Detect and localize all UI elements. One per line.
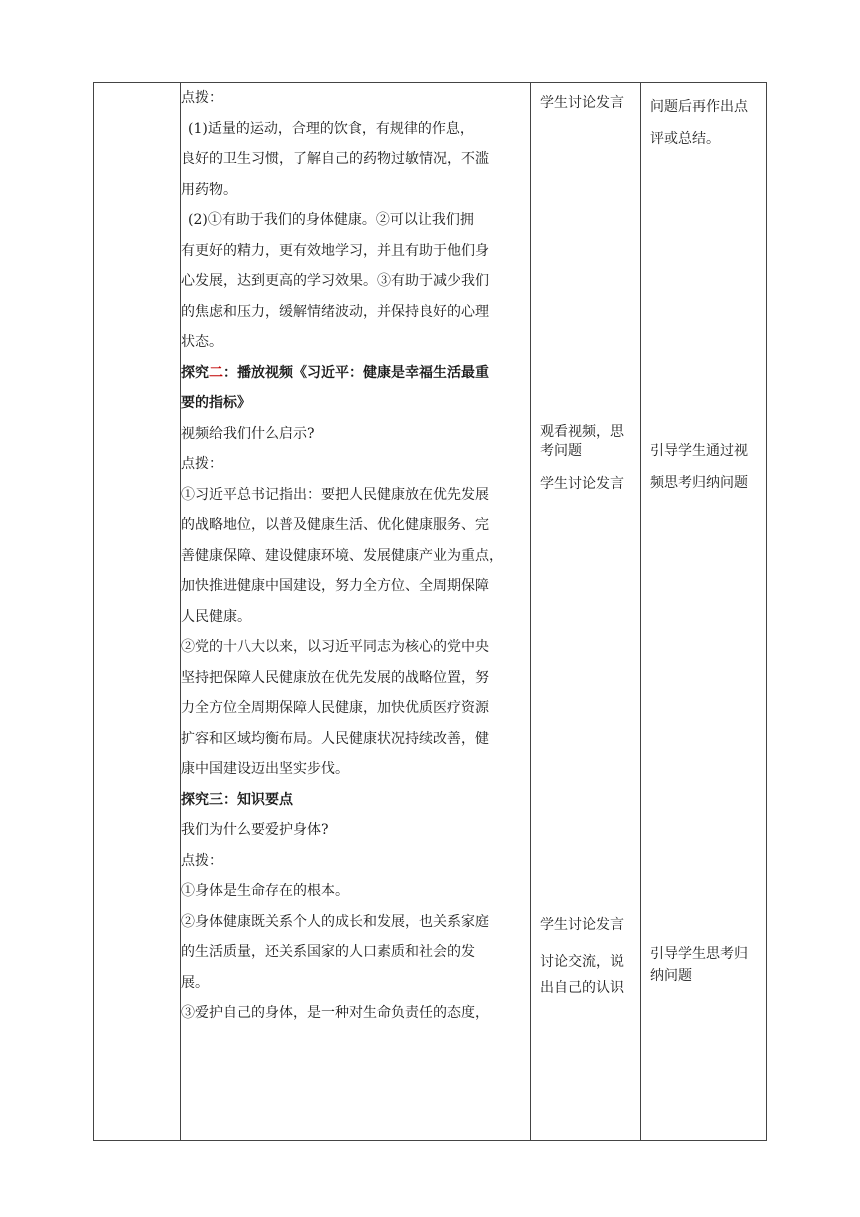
inquiry-two-title-cont: 要的指标》 (181, 395, 251, 411)
title-number: 二 (209, 364, 223, 381)
answer-line: 心发展，达到更高的学习效果。③有助于减少我们 (181, 273, 489, 289)
answer-line: (2)①有助于我们的身体健康。②可以让我们拥 (188, 212, 474, 228)
teaching-content-cell (181, 83, 531, 1141)
answer-line: 良好的卫生习惯，了解自己的药物过敏情况，不滥 (181, 151, 489, 167)
inquiry-two-title (181, 358, 530, 389)
answer-line: 康中国建设迈出坚实步伐。 (181, 761, 349, 777)
answer-line: 的生活质量，还关系国家的人口素质和社会的发 (181, 944, 475, 960)
design-intent: 频思考归纳问题 (650, 475, 748, 491)
answer-line: ②党的十八大以来，以习近平同志为核心的党中央 (181, 639, 489, 655)
answer-line: 人民健康。 (181, 608, 251, 625)
answer-line: 的战略地位，以普及健康生活、优化健康服务、完 (181, 517, 489, 533)
design-intent: 引导学生思考归 (650, 946, 748, 962)
answer-line: 的焦虑和压力，缓解情绪波动，并保持良好的心理 (181, 303, 489, 320)
design-intent: 引导学生通过视 (650, 443, 748, 459)
student-activity: 出自己的认识 (540, 980, 624, 996)
inquiry-question: 我们为什么要爱护身体? (181, 822, 329, 838)
section-column (94, 83, 181, 1141)
title-rest: ：播放视频《习近平：健康是幸福生活最重 (223, 364, 489, 381)
answer-line: ③爱护自己的身体，是一种对生命负责任的态度， (181, 1005, 489, 1021)
answer-line: 展。 (181, 974, 209, 991)
student-activity-cell (531, 83, 641, 1141)
guidance-label: 点拨： (181, 852, 223, 869)
student-activity: 学生讨论发言 (540, 917, 624, 933)
answer-line: 坚持把保障人民健康放在优先发展的战略位置，努 (181, 669, 489, 686)
answer-line: (1)适量的运动，合理的饮食，有规律的作息， (188, 120, 474, 137)
student-activity: 考问题 (540, 443, 582, 459)
answer-line: 加快推进健康中国建设，努力全方位、全周期保障 (181, 578, 489, 594)
student-activity: 讨论交流，说 (540, 954, 624, 970)
student-activity: 学生讨论发言 (540, 476, 624, 492)
answer-line: ①身体是生命存在的根本。 (181, 883, 349, 899)
table-row (94, 83, 767, 1141)
design-intent: 问题后再作出点 (650, 99, 748, 115)
teacher-intent-cell (641, 83, 767, 1141)
answer-line: 状态。 (181, 334, 223, 350)
student-activity: 观看视频，思 (540, 424, 624, 440)
title-prefix: 探究 (181, 364, 209, 381)
guidance-label: 点拨： (181, 90, 223, 106)
answer-line: 扩容和区域均衡布局。人民健康状况持续改善，健 (181, 730, 489, 747)
answer-line: ①习近平总书记指出：要把人民健康放在优先发展 (181, 486, 489, 503)
lesson-table (93, 82, 767, 1141)
inquiry-question: 视频给我们什么启示? (181, 425, 315, 442)
design-intent: 纳问题 (650, 968, 692, 984)
answer-line: 善健康保障、建设健康环境、发展健康产业为重点， (181, 547, 503, 564)
guidance-label: 点拨： (181, 456, 223, 472)
answer-line: ②身体健康既关系个人的成长和发展，也关系家庭 (181, 913, 489, 930)
design-intent: 评或总结。 (650, 131, 720, 147)
student-activity: 学生讨论发言 (540, 95, 624, 111)
answer-line: 有更好的精力，更有效地学习，并且有助于他们身 (181, 242, 489, 259)
answer-line: 用药物。 (181, 181, 237, 198)
inquiry-three-title: 探究三：知识要点 (181, 791, 293, 808)
answer-line: 力全方位全周期保障人民健康，加快优质医疗资源 (181, 700, 489, 716)
